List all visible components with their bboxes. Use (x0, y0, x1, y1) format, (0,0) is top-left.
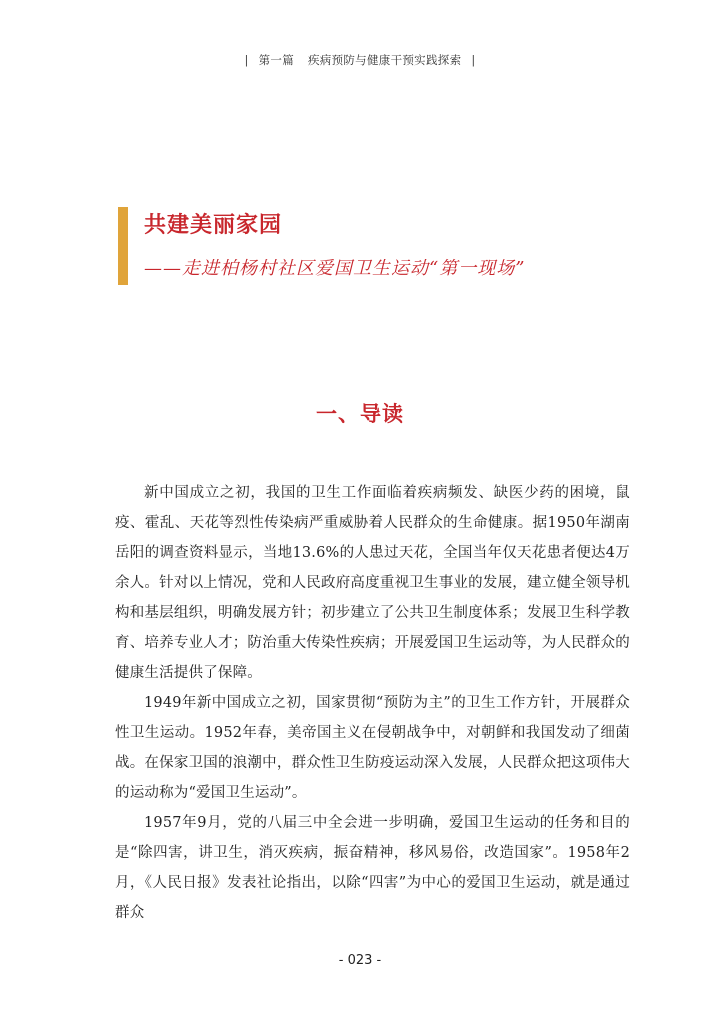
paragraph: 1957年9月，党的八届三中全会进一步明确，爱国卫生运动的任务和目的是“除四害，讲卫生，消灭疾病，振奋精神，移风易俗，改造国家”。1958年2月，《人民日报》发表社论指出，以除“四害”为中心的爱国卫生运动，就是通过群众 (115, 815, 630, 921)
section-heading: 一、导读 (316, 401, 404, 426)
chapter-subtitle: ——走进柏杨村社区爱国卫生运动“第一现场” (144, 258, 526, 279)
paragraph: 1949年新中国成立之初，国家贯彻“预防为主”的卫生工作方针，开展群众性卫生运动。1952年春，美帝国主义在侵朝战争中，对朝鲜和我国发动了细菌战。在保家卫国的浪潮中，群众性卫生防疫运动深入发展，人民群众把这项伟大的运动称为“爱国卫生运动”。 (115, 695, 630, 801)
chapter-title: 共建美丽家园 (144, 212, 283, 238)
paragraph: 新中国成立之初，我国的卫生工作面临着疾病频发、缺医少药的困境，鼠疫、霍乱、天花等烈性传染病严重威胁着人民群众的生命健康。据1950年湖南岳阳的调查资料显示，当地13.6%的人患过天花，全国当年仅天花患者便达4万余人。针对以上情况，党和人民政府高度重视卫生事业的发展，建立健全领导机构和基层组织，明确发展方针；初步建立了公共卫生制度体系；发展卫生科学教育、培养专业人才；防治重大传染性疾病；开展爱国卫生运动等，为人民群众的健康生活提供了保障。 (115, 485, 630, 681)
running-header (0, 52, 720, 68)
header-part-title: 疾病预防与健康干预实践探索 (307, 53, 462, 67)
body-text (115, 478, 630, 928)
header-left-bar: | (244, 53, 249, 67)
page-number: - 023 - (338, 953, 382, 968)
header-part-label: 第一篇 (258, 53, 295, 67)
header-right-bar: | (471, 53, 476, 67)
title-accent-bar (118, 207, 128, 285)
